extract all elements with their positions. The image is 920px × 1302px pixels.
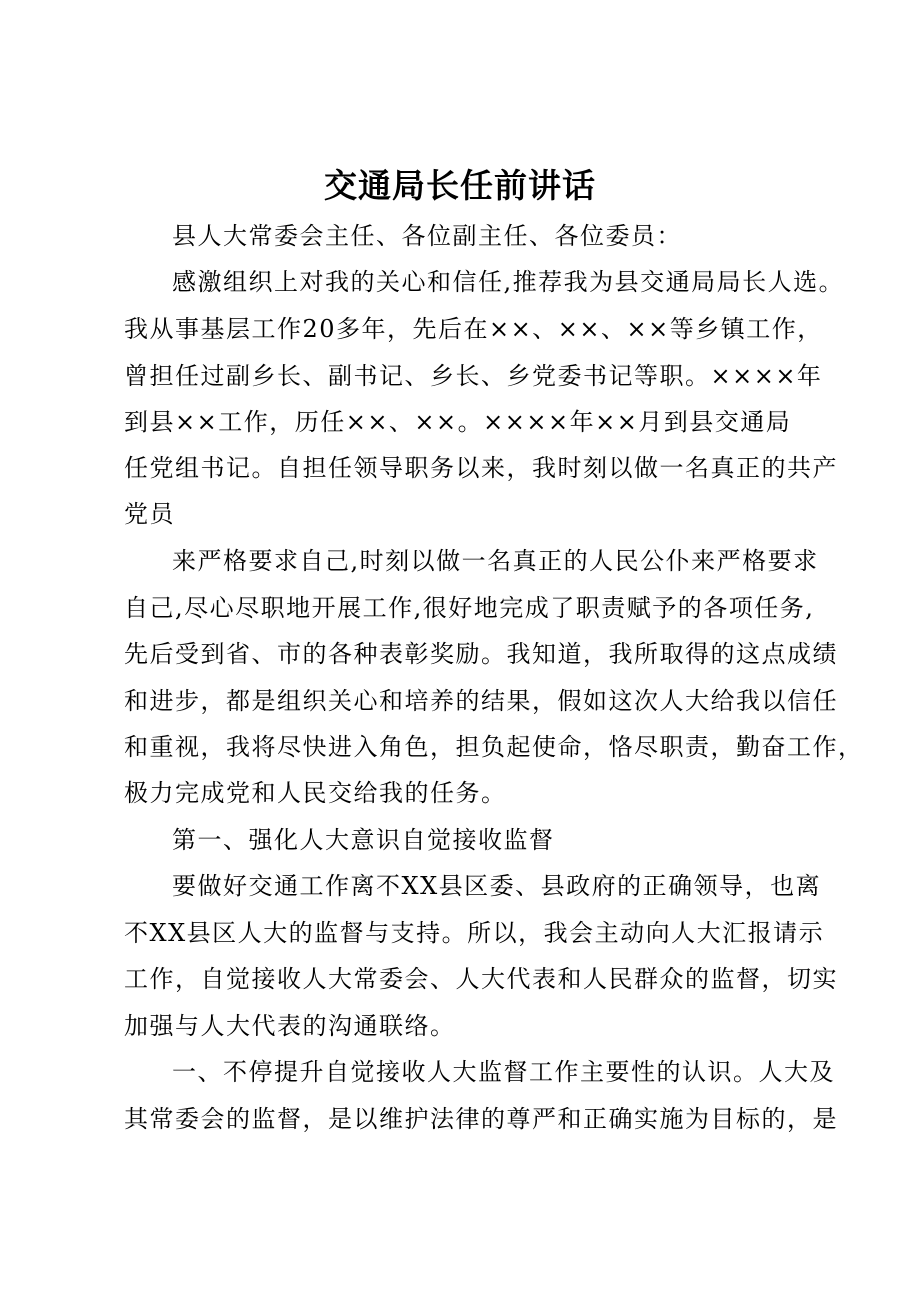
paragraph-line: 要做好交通工作离不XX县区委、县政府的正确领导，也离 (172, 872, 822, 900)
paragraph-line: 和进步，都是组织关心和培养的结果，假如这次人大给我以信任 (124, 687, 838, 715)
paragraph-line: 先后受到省、市的各种表彰奖励。我知道，我所取得的这点成绩 (124, 640, 838, 668)
section-heading: 第一、强化人大意识自觉接收监督 (172, 826, 555, 854)
paragraph-line: 工作，自觉接收人大常委会、人大代表和人民群众的监督，切实 (124, 965, 838, 993)
paragraph-line: 感激组织上对我的关心和信任,推荐我为县交通局局长人选。 (172, 268, 845, 296)
paragraph-line: 我从事基层工作20多年，先后在××、××、××等乡镇工作， (124, 315, 823, 343)
paragraph-line: 不XX县区人大的监督与支持。所以，我会主动向人大汇报请示 (124, 919, 825, 947)
paragraph-line: 加强与人大代表的沟通联络。 (124, 1012, 456, 1040)
paragraph-line: 党员 (124, 500, 175, 528)
salutation-line: 县人大常委会主任、各位副主任、各位委员： (172, 222, 682, 250)
paragraph-line: 曾担任过副乡长、副书记、乡长、乡党委书记等职。××××年 (124, 362, 823, 390)
paragraph-line: 自己,尽心尽职地开展工作,很好地完成了职责赋予的各项任务, (124, 594, 815, 622)
paragraph-line: 来严格要求自己,时刻以做一名真正的人民公仆来严格要求 (172, 547, 819, 575)
paragraph-line: 和重视，我将尽快进入角色，担负起使命，恪尽职责，勤奋工作， (124, 733, 864, 761)
document-title: 交通局长任前讲话 (324, 166, 596, 205)
paragraph-line: 极力完成党和人民交给我的任务。 (124, 779, 507, 807)
paragraph-line: 任党组书记。自担任领导职务以来，我时刻以做一名真正的共产 (124, 454, 838, 482)
paragraph-line: 其常委会的监督，是以维护法律的尊严和正确实施为目标的，是 (124, 1105, 838, 1133)
paragraph-line: 到县××工作，历任××、××。××××年××月到县交通局 (124, 408, 792, 436)
paragraph-line: 一、不停提升自觉接收人大监督工作主要性的认识。人大及 (172, 1058, 835, 1086)
